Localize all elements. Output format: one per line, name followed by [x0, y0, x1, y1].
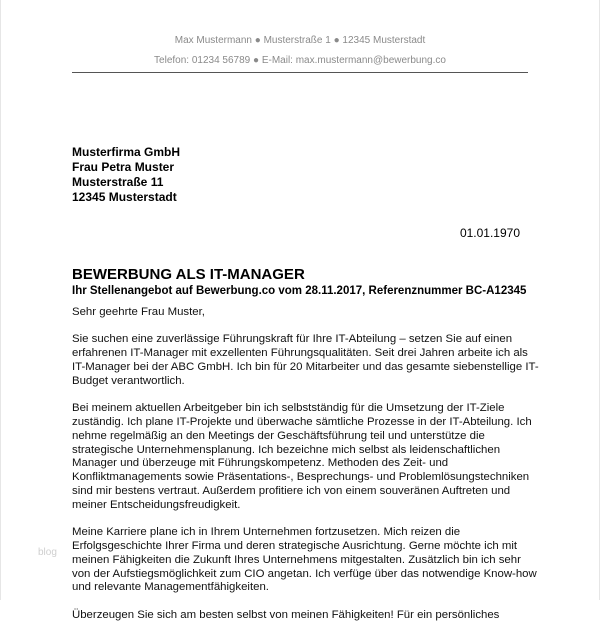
subject-title: BEWERBUNG ALS IT-MANAGER — [72, 266, 305, 283]
sender-line: Max Mustermann ● Musterstraße 1 ● 12345 Musterstadt — [174, 35, 426, 46]
contact-line: Telefon: 01234 56789 ● E-Mail: max.mustermann@bewerbung.co — [154, 55, 446, 66]
subject-reference: Ihr Stellenangebot auf Bewerbung.co vom 28.11.2017, Referenznummer BC-A12345 — [72, 285, 527, 297]
letter-body — [72, 306, 539, 636]
recipient-name: Frau Petra Muster — [72, 160, 175, 174]
subject-block — [72, 266, 542, 298]
text-line: sind mir bestens vertraut. Außerdem profitiere ich von einem souveränen Auftreten und — [72, 484, 511, 497]
text-line: Konfliktmanagements sowie Präsentations-, Besprechungs- und Problemlösungstechniken — [72, 471, 530, 484]
text-line: strategische Unternehmensplanung. Ich bezeichne mich selbst als leidenschaftlichen — [72, 443, 501, 456]
text-line: Manager und überzeuge mit Führungskompetenz. Methoden des Zeit- und — [72, 457, 449, 470]
paragraph-1 — [72, 333, 539, 388]
text-line: Erfolgsgeschichte Ihrer Firma und deren strategische Ausrichtung. Gerne möchte ich mit — [72, 539, 518, 552]
paragraph-3 — [72, 526, 537, 595]
text-line: meinen Fähigkeiten die Zukunft Ihres Unternehmens mitgestalten. Zusätzlich bin ich sehr — [72, 553, 521, 566]
text-line: zuständig. Ich plane IT-Projekte und überwache sämtliche Prozesse in der IT-Abteilung. Ich — [72, 415, 532, 428]
paragraph-4 — [72, 609, 534, 623]
text-line: Meine Karriere plane ich in Ihrem Unternehmen fortzusetzen. Mich reizen die — [72, 526, 461, 539]
paragraph-2 — [72, 402, 534, 512]
salutation: Sehr geehrte Frau Muster, — [72, 306, 205, 318]
text-line: Sie suchen eine zuverlässige Führungskraft für Ihre IT-Abteilung – setzen Sie auf einen — [72, 333, 513, 346]
text-line: Budget verantwortlich. — [72, 374, 185, 387]
header-divider — [72, 72, 528, 73]
text-line: IT-Manager bei der ABC GmbH. Ich bin für 20 Mitarbeiter und das gesamte siebenstellige IT- — [72, 360, 539, 373]
watermark-text: blog — [38, 547, 57, 558]
text-line: erfahrenen IT-Manager mit exzellenten Führungsqualitäten. Seit drei Jahren arbeite ich als — [72, 347, 528, 360]
recipient-address — [72, 145, 180, 205]
text-line: meiner Entscheidungsfreudigkeit. — [72, 498, 241, 511]
page-left-edge — [0, 0, 1, 600]
text-line: nehme regelmäßig an den Meetings der Geschäftsführung teil und unterstütze die — [72, 429, 485, 442]
text-line: von der Aufstiegsmöglichkeit zum CIO angetan. Ich verfüge über das notwendige Know-how — [72, 567, 537, 580]
letter-date: 01.01.1970 — [459, 226, 520, 240]
recipient-city: 12345 Musterstadt — [72, 190, 177, 204]
text-line: und relevante Managementfähigkeiten. — [72, 581, 269, 594]
recipient-street: Musterstraße 11 — [72, 175, 164, 189]
recipient-company: Musterfirma GmbH — [72, 145, 181, 159]
text-line: Bei meinem aktuellen Arbeitgeber bin ich selbstständig für die Umsetzung der IT-Ziele — [72, 402, 505, 415]
text-line: Überzeugen Sie sich am besten selbst von meinen Fähigkeiten! Für ein persönliches — [72, 608, 500, 621]
